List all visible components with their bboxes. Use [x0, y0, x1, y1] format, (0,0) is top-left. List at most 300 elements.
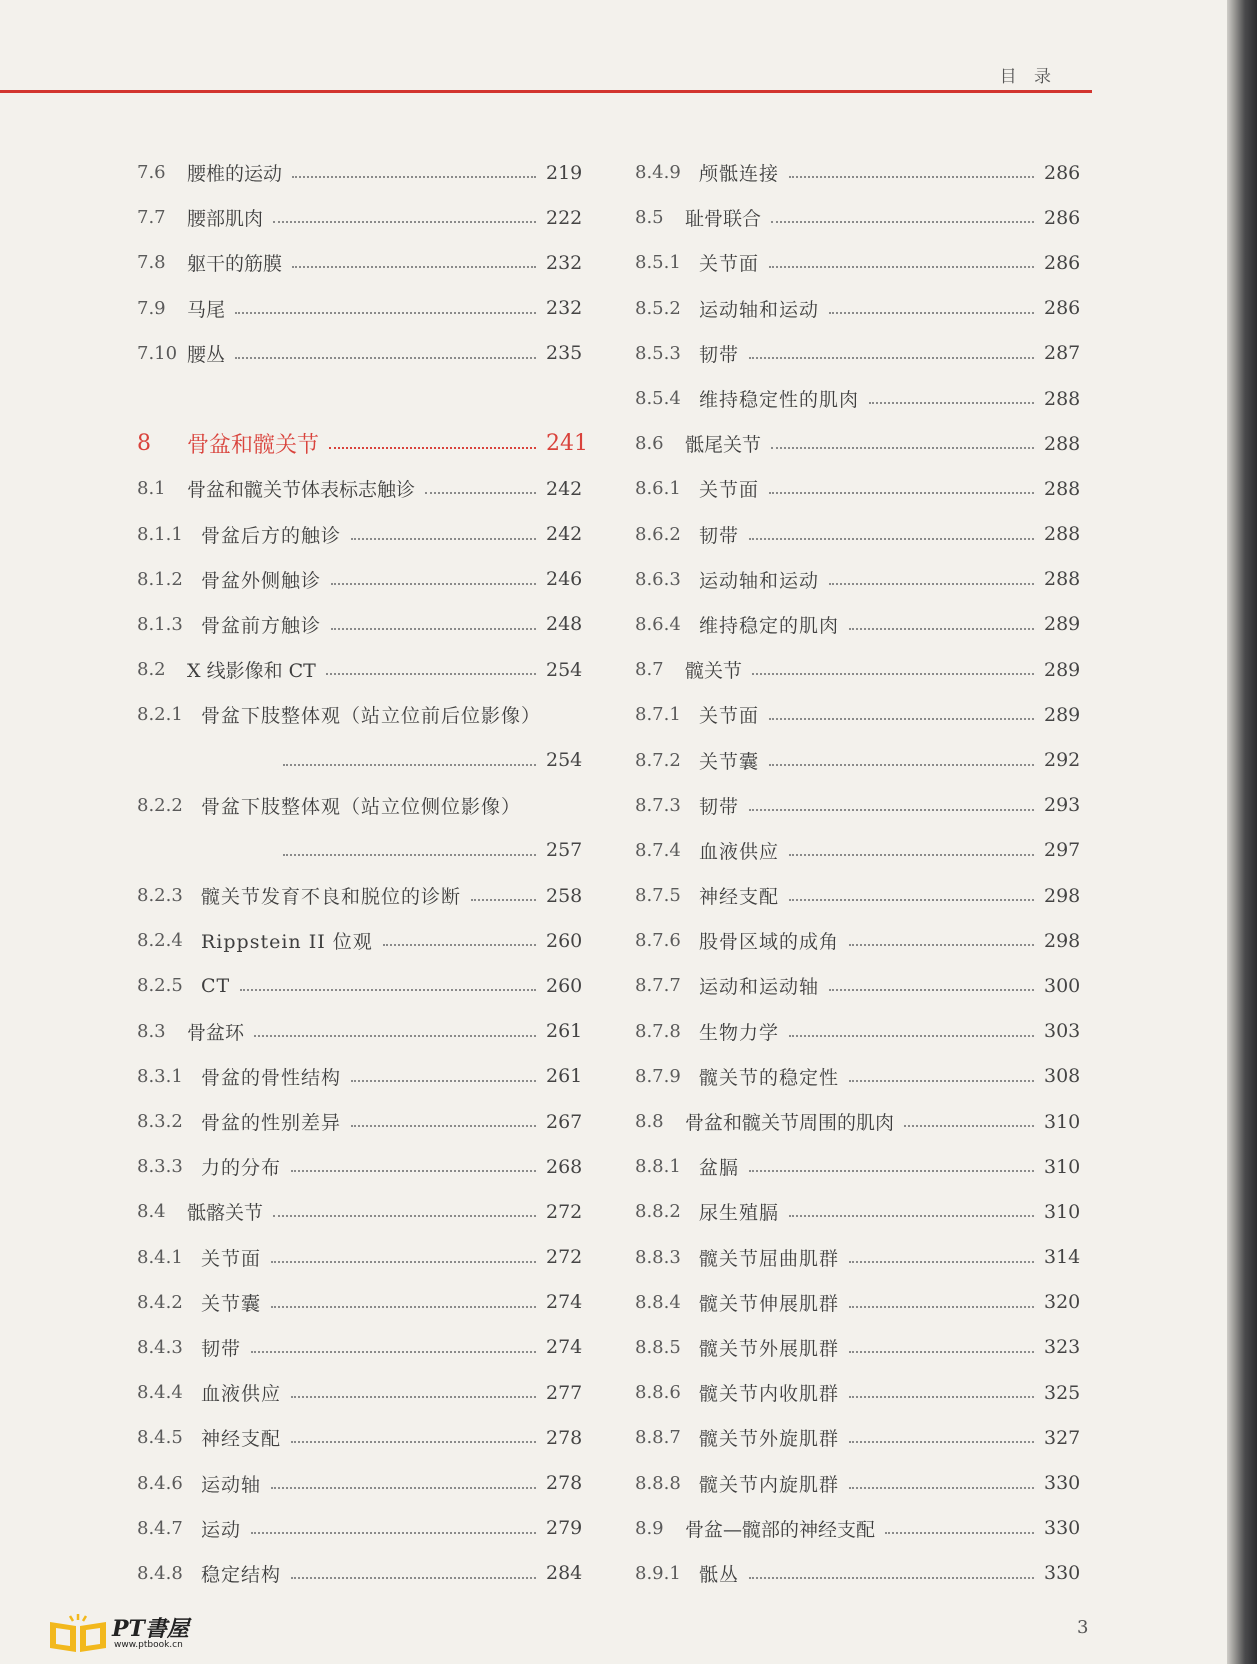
toc-number: 8.3.1: [137, 1065, 183, 1087]
toc-page: 297: [1044, 839, 1081, 862]
toc-page: 330: [1044, 1517, 1081, 1540]
toc-title: 髋关节外展肌群: [699, 1337, 840, 1360]
leader-dots: [240, 988, 536, 991]
toc-chapter: [137, 421, 588, 466]
toc-number: 8.1.3: [137, 613, 183, 635]
toc-page: 272: [546, 1200, 583, 1223]
toc-title: 运动轴: [201, 1473, 262, 1496]
leader-dots: [291, 1440, 536, 1443]
toc-page: 292: [1044, 749, 1081, 772]
toc-title: 骨盆下肢整体观（站立位侧位影像）: [201, 795, 522, 818]
toc-number: 7.8: [137, 252, 166, 274]
toc-entry: [635, 1325, 1081, 1370]
toc-page: 323: [1044, 1336, 1081, 1359]
toc-entry: [635, 150, 1081, 195]
toc-title: 髋关节外旋肌群: [699, 1428, 840, 1451]
toc-number: 8.4: [137, 1201, 166, 1223]
toc-page: 288: [1044, 432, 1081, 455]
toc-title: 韧带: [699, 795, 740, 818]
toc-entry: [635, 1280, 1081, 1325]
leader-dots: [829, 582, 1034, 585]
toc-page: 219: [546, 161, 583, 184]
toc-entry: [635, 421, 1081, 466]
toc-title: 关节面: [201, 1247, 262, 1270]
header-rule: [0, 90, 1092, 93]
leader-dots: [251, 1350, 536, 1353]
toc-number: 8.4.3: [137, 1336, 183, 1358]
toc-number: 8.6: [635, 433, 664, 455]
toc-page: 303: [1044, 1020, 1081, 1043]
leader-dots: [331, 627, 536, 630]
toc-title: Rippstein II 位观: [201, 931, 373, 954]
leader-dots: [849, 1395, 1034, 1398]
toc-number: 8.5.1: [635, 252, 681, 274]
toc-number: 8.8: [635, 1111, 664, 1133]
toc-entry: [137, 557, 583, 602]
toc-page: 298: [1044, 929, 1081, 952]
toc-number: 8.1.1: [137, 523, 183, 545]
toc-number: 8.7.7: [635, 975, 681, 997]
toc-entry: [137, 195, 583, 240]
toc-title: X 线影像和 CT: [187, 660, 316, 683]
toc-title: 骨盆—髋部的神经支配: [685, 1518, 876, 1541]
toc-number: 8.8.8: [635, 1472, 681, 1494]
toc-page: 260: [546, 929, 583, 952]
toc-page: 287: [1044, 342, 1081, 365]
toc-entry: [137, 1235, 583, 1280]
leader-dots: [292, 265, 536, 268]
toc-entry: [635, 376, 1081, 421]
toc-entry: [635, 1054, 1081, 1099]
toc-title: 神经支配: [201, 1428, 282, 1451]
toc-entry: [635, 1370, 1081, 1415]
leader-dots: [351, 1124, 536, 1127]
toc-entry: [137, 692, 580, 737]
toc-title: 腰丛: [187, 343, 226, 366]
toc-page: 242: [546, 523, 583, 546]
toc-number: 8.8.3: [635, 1246, 681, 1268]
leader-dots: [829, 311, 1034, 314]
toc-entry: [635, 512, 1081, 557]
toc-entry: [635, 195, 1081, 240]
toc-number: 8.7: [635, 659, 664, 681]
toc-entry: [635, 647, 1081, 692]
toc-title: 髋关节发育不良和脱位的诊断: [201, 886, 462, 909]
toc-entry-continuation: [137, 828, 583, 873]
toc-number: 8.3: [137, 1020, 166, 1042]
toc-title: 维持稳定性的肌肉: [699, 389, 860, 412]
toc-entry: [635, 1551, 1081, 1596]
toc-page: 325: [1044, 1381, 1081, 1404]
toc-title: 骨盆的骨性结构: [201, 1066, 342, 1089]
toc-entry: [137, 1189, 583, 1234]
toc-entry: [635, 602, 1081, 647]
toc-page: 272: [546, 1246, 583, 1269]
toc-page: 308: [1044, 1065, 1081, 1088]
toc-page: 246: [546, 568, 583, 591]
toc-entry: [635, 963, 1081, 1008]
toc-page: 241: [546, 431, 588, 457]
leader-dots: [273, 220, 536, 223]
toc-entry: [137, 783, 580, 828]
toc-entry: [635, 1099, 1081, 1144]
toc-title: 股骨区域的成角: [699, 931, 840, 954]
toc-entry: [137, 466, 583, 511]
toc-title: 血液供应: [699, 840, 780, 863]
toc-entry: [137, 1370, 583, 1415]
toc-entry: [137, 1099, 583, 1144]
running-header: 目 录: [999, 67, 1057, 87]
toc-page: 222: [546, 206, 583, 229]
toc-title: 马尾: [187, 298, 226, 321]
leader-dots: [771, 446, 1034, 449]
toc-page: 288: [1044, 477, 1081, 500]
toc-title: 骶丛: [699, 1563, 740, 1586]
leader-dots: [849, 1260, 1034, 1263]
leader-dots: [251, 1531, 536, 1534]
toc-page: 310: [1044, 1110, 1081, 1133]
toc-right-column: [635, 150, 1081, 1596]
leader-dots: [789, 898, 1034, 901]
leader-dots: [771, 220, 1034, 223]
toc-page: 286: [1044, 251, 1081, 274]
leader-dots: [885, 1531, 1034, 1534]
toc-entry: [137, 1009, 583, 1054]
leader-dots: [283, 853, 536, 856]
leader-dots: [769, 763, 1034, 766]
toc-entry: [137, 602, 583, 647]
toc-page: 284: [546, 1562, 583, 1585]
toc-title: 韧带: [699, 343, 740, 366]
toc-number: 8.8.2: [635, 1201, 681, 1223]
toc-title: 髋关节伸展肌群: [699, 1292, 840, 1315]
toc-page: 289: [1044, 703, 1081, 726]
toc-entry: [635, 783, 1081, 828]
toc-title: 盆膈: [699, 1157, 740, 1180]
toc-page: 261: [546, 1065, 583, 1088]
toc-page: 320: [1044, 1291, 1081, 1314]
toc-title: 韧带: [699, 524, 740, 547]
toc-title: 髋关节内收肌群: [699, 1383, 840, 1406]
leader-dots: [849, 1079, 1034, 1082]
toc-number: 8: [137, 431, 151, 457]
toc-title: 韧带: [201, 1337, 242, 1360]
toc-entry: [635, 692, 1081, 737]
toc-number: 8.7.8: [635, 1020, 681, 1042]
toc-entry: [137, 873, 583, 918]
toc-page: 327: [1044, 1426, 1081, 1449]
toc-title: 骨盆外侧触诊: [201, 569, 322, 592]
toc-page: 260: [546, 974, 583, 997]
toc-number: 8.7.1: [635, 704, 681, 726]
toc-number: 7.10: [137, 342, 178, 364]
leader-dots: [471, 898, 536, 901]
toc-page: 293: [1044, 794, 1081, 817]
toc-page: 300: [1044, 974, 1081, 997]
toc-title: 骨盆的性别差异: [201, 1112, 342, 1135]
toc-number: 8.1: [137, 478, 166, 500]
toc-number: 8.9.1: [635, 1562, 681, 1584]
toc-left-column: [137, 150, 588, 1596]
toc-number: 8.2: [137, 659, 166, 681]
toc-title: 稳定结构: [201, 1563, 282, 1586]
leader-dots: [383, 943, 536, 946]
leader-dots: [291, 1169, 536, 1172]
toc-page: 277: [546, 1381, 583, 1404]
toc-page: 268: [546, 1155, 583, 1178]
toc-title: 躯干的筋膜: [187, 253, 283, 276]
toc-page: 235: [546, 342, 583, 365]
toc-title: 力的分布: [201, 1157, 282, 1180]
toc-entry: [137, 1415, 583, 1460]
toc-entry: [137, 512, 583, 557]
leader-dots: [235, 356, 536, 359]
toc-number: 8.4.5: [137, 1427, 183, 1449]
toc-entry: [635, 1460, 1081, 1505]
leader-dots: [271, 1486, 536, 1489]
toc-number: 8.4.4: [137, 1382, 183, 1404]
toc-page: 286: [1044, 297, 1081, 320]
toc-number: 8.5.2: [635, 297, 681, 319]
toc-entry: [137, 1506, 583, 1551]
toc-number: 8.2.1: [137, 704, 183, 726]
toc-number: 8.6.1: [635, 478, 681, 500]
leader-dots: [749, 1576, 1034, 1579]
leader-dots: [749, 356, 1034, 359]
leader-dots: [749, 808, 1034, 811]
toc-number: 8.5: [635, 207, 664, 229]
toc-title: 运动轴和运动: [699, 569, 820, 592]
toc-title: 骨盆环: [187, 1021, 245, 1044]
toc-title: 关节面: [699, 253, 760, 276]
toc-title: CT: [201, 974, 231, 997]
toc-entry: [137, 647, 583, 692]
toc-entry: [137, 1144, 583, 1189]
toc-page: 310: [1044, 1200, 1081, 1223]
leader-dots: [326, 672, 536, 675]
toc-title: 骨盆前方触诊: [201, 614, 322, 637]
toc-page: 289: [1044, 613, 1081, 636]
toc-page: 314: [1044, 1246, 1081, 1269]
toc-title: 骨盆和髋关节体表标志触诊: [187, 479, 416, 502]
toc-entry: [137, 1054, 583, 1099]
toc-page: 298: [1044, 884, 1081, 907]
toc-number: 8.6.2: [635, 523, 681, 545]
toc-title: 骶髂关节: [187, 1202, 264, 1225]
leader-dots: [235, 311, 536, 314]
toc-number: 8.9: [635, 1517, 664, 1539]
toc-entry: [137, 150, 583, 195]
toc-title: 神经支配: [699, 886, 780, 909]
toc-entry: [635, 1415, 1081, 1460]
toc-entry: [137, 918, 583, 963]
leader-dots: [291, 1395, 536, 1398]
toc-entry: [137, 963, 583, 1008]
leader-dots: [849, 943, 1034, 946]
leader-dots: [254, 1034, 536, 1037]
toc-title: 髋关节: [685, 660, 743, 683]
toc-number: 7.7: [137, 207, 166, 229]
toc-title: 髋关节屈曲肌群: [699, 1247, 840, 1270]
toc-page: 289: [1044, 658, 1081, 681]
toc-entry: [635, 557, 1081, 602]
leader-dots: [769, 491, 1034, 494]
toc-number: 8.4.8: [137, 1562, 183, 1584]
toc-title: 骨盆下肢整体观（站立位前后位影像）: [201, 705, 542, 728]
toc-number: 8.3.2: [137, 1111, 183, 1133]
leader-dots: [329, 446, 536, 449]
toc-number: 8.7.9: [635, 1065, 681, 1087]
leader-dots: [273, 1214, 536, 1217]
toc-entry: [635, 466, 1081, 511]
toc-page: 232: [546, 297, 583, 320]
toc-number: 8.7.3: [635, 794, 681, 816]
toc-number: 8.6.3: [635, 568, 681, 590]
leader-dots: [849, 1486, 1034, 1489]
toc-title: 运动轴和运动: [699, 298, 820, 321]
toc-entry: [137, 1280, 583, 1325]
toc-title: 髋关节内旋肌群: [699, 1473, 840, 1496]
leader-dots: [849, 627, 1034, 630]
watermark-brand: PT書屋: [112, 1616, 189, 1642]
toc-number: 8.8.7: [635, 1427, 681, 1449]
leader-dots: [829, 988, 1034, 991]
toc-entry: [635, 240, 1081, 285]
toc-number: 8.7.6: [635, 930, 681, 952]
toc-title: 颅骶连接: [699, 163, 780, 186]
toc-number: 8.7.5: [635, 885, 681, 907]
toc-entry: [137, 1551, 583, 1596]
toc-page: 248: [546, 613, 583, 636]
leader-dots: [351, 1079, 536, 1082]
watermark-logo: [40, 1600, 210, 1656]
toc-entry: [137, 1460, 583, 1505]
toc-number: 8.8.1: [635, 1156, 681, 1178]
toc-title: 尿生殖膈: [699, 1202, 780, 1225]
toc-page: 330: [1044, 1472, 1081, 1495]
leader-dots: [869, 401, 1034, 404]
toc-page: 274: [546, 1336, 583, 1359]
toc-page: 242: [546, 477, 583, 500]
leader-dots: [904, 1124, 1034, 1127]
toc-title: 髋关节的稳定性: [699, 1066, 840, 1089]
toc-number: 8.7.2: [635, 749, 681, 771]
leader-dots: [769, 717, 1034, 720]
toc-page: 232: [546, 251, 583, 274]
leader-dots: [292, 175, 536, 178]
toc-page: 330: [1044, 1562, 1081, 1585]
book-spine-shadow: [1227, 0, 1257, 1664]
leader-dots: [271, 1260, 536, 1263]
toc-number: 7.9: [137, 297, 166, 319]
leader-dots: [283, 763, 536, 766]
toc-number: 8.2.4: [137, 930, 183, 952]
toc-page: 310: [1044, 1155, 1081, 1178]
toc-title: 生物力学: [699, 1021, 780, 1044]
toc-number: 8.5.3: [635, 342, 681, 364]
toc-number: 8.4.9: [635, 162, 681, 184]
toc-page: 261: [546, 1020, 583, 1043]
toc-number: 8.6.4: [635, 613, 681, 635]
toc-number: 8.4.7: [137, 1517, 183, 1539]
toc-title: 骨盆后方的触诊: [201, 524, 342, 547]
leader-dots: [849, 1440, 1034, 1443]
toc-title: 运动: [201, 1518, 242, 1541]
toc-number: 8.7.4: [635, 839, 681, 861]
leader-dots: [291, 1576, 536, 1579]
toc-page: 279: [546, 1517, 583, 1540]
toc-number: 7.6: [137, 162, 166, 184]
leader-dots: [769, 265, 1034, 268]
toc-page: 254: [546, 658, 583, 681]
toc-number: 8.4.6: [137, 1472, 183, 1494]
toc-title: 骨盆和髋关节周围的肌肉: [685, 1112, 895, 1135]
toc-title: 骨盆和髋关节: [187, 433, 320, 459]
toc-number: 8.1.2: [137, 568, 183, 590]
toc-page: 257: [546, 839, 583, 862]
toc-entry-continuation: [137, 737, 583, 782]
toc-page: 254: [546, 749, 583, 772]
toc-title: 腰部肌肉: [187, 208, 264, 231]
toc-entry: [635, 828, 1081, 873]
toc-number: 8.2.5: [137, 975, 183, 997]
toc-entry: [635, 1144, 1081, 1189]
toc-number: 8.2.2: [137, 794, 183, 816]
toc-page: 288: [1044, 387, 1081, 410]
toc-number: 8.4.1: [137, 1246, 183, 1268]
toc-entry: [635, 286, 1081, 331]
leader-dots: [425, 491, 536, 494]
page-number: 3: [1077, 1617, 1089, 1638]
leader-dots: [749, 537, 1034, 540]
toc-page: 278: [546, 1426, 583, 1449]
toc-page: 258: [546, 884, 583, 907]
toc-title: 维持稳定的肌肉: [699, 614, 840, 637]
toc-entry: [137, 286, 583, 331]
toc-page: 274: [546, 1291, 583, 1314]
toc-entry: [635, 1506, 1081, 1551]
leader-dots: [789, 175, 1034, 178]
toc-title: 骶尾关节: [685, 434, 762, 457]
book-logo-icon: [48, 1612, 108, 1652]
watermark-url: www.ptbook.cn: [114, 1640, 183, 1650]
toc-page: 288: [1044, 568, 1081, 591]
leader-dots: [271, 1305, 536, 1308]
toc-page: 278: [546, 1472, 583, 1495]
toc-page: 288: [1044, 523, 1081, 546]
toc-number: 8.2.3: [137, 885, 183, 907]
leader-dots: [849, 1305, 1034, 1308]
toc-title: 关节囊: [699, 750, 760, 773]
toc-number: 8.5.4: [635, 388, 681, 410]
leader-dots: [789, 1214, 1034, 1217]
toc-entry: [635, 918, 1081, 963]
toc-title: 耻骨联合: [685, 208, 762, 231]
toc-title: 血液供应: [201, 1383, 282, 1406]
toc-entry: [635, 737, 1081, 782]
leader-dots: [351, 537, 536, 540]
section-gap: [137, 376, 580, 421]
toc-number: 8.4.2: [137, 1291, 183, 1313]
leader-dots: [789, 853, 1034, 856]
toc-number: 8.8.5: [635, 1336, 681, 1358]
leader-dots: [752, 672, 1034, 675]
toc-page: 267: [546, 1110, 583, 1133]
leader-dots: [749, 1169, 1034, 1172]
toc-number: 8.8.4: [635, 1291, 681, 1313]
leader-dots: [331, 582, 536, 585]
toc-number: 8.8.6: [635, 1382, 681, 1404]
